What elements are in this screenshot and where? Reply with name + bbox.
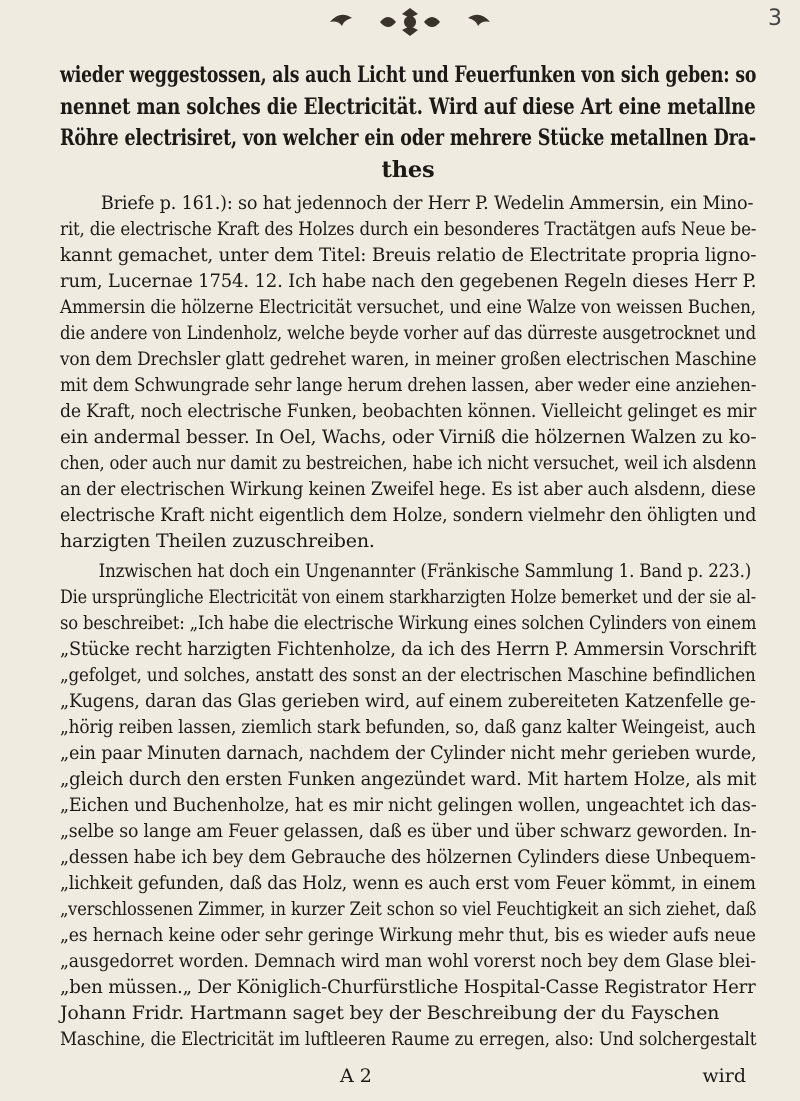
text-line: de Kraft, noch electrische Funken, beobachten können. Vielleicht gelinget es mir	[60, 400, 757, 422]
text-line: „Stücke recht harzigten Fichtenholze, da ich des Herrn P. Ammersin Vorschrift	[60, 638, 757, 660]
text-line: thes	[381, 156, 435, 183]
text-line: Inzwischen hat doch ein Ungenannter (Fränkische Sammlung 1. Band p. 223.)	[98, 560, 752, 582]
text-line: Ammersin die hölzerne Electricität versuchet, und eine Walze von weissen Buchen,	[60, 296, 756, 318]
text-line: electrische Kraft nicht eigentlich dem Holze, sondern vielmehr den öhligten und	[60, 504, 757, 526]
text-line: rum, Lucernae 1754. 12. Ich habe nach den gegebenen Regeln dieses Herr P.	[60, 270, 757, 292]
text-line: ein andermal besser. In Oel, Wachs, oder Virniß die hölzernen Walzen zu ko-	[60, 426, 757, 448]
text-line: so beschreibet: „Ich habe die electrische Wirkung eines solchen Cylinders von einem	[60, 612, 757, 634]
text-line: Die ursprüngliche Electricität von einem starkharzigten Holze bemerket und der sie al-	[60, 586, 757, 608]
text-line: Röhre electrisiret, von welcher ein oder mehrere Stücke metallnen Dra-	[60, 125, 756, 151]
text-line: „selbe so lange am Feuer gelassen, daß es über und über schwarz geworden. In-	[60, 820, 757, 842]
text-line: „gefolget, und solches, anstatt des sonst an der electrischen Maschine befindlichen	[60, 664, 756, 686]
text-line: harzigten Theilen zuzuschreiben.	[60, 530, 375, 552]
text-line: rit, die electrische Kraft des Holzes durch ein besonderes Tractätgen aufs Neue be-	[60, 218, 757, 240]
text-line: „es hernach keine oder sehr geringe Wirkung mehr thut, bis es wieder aufs neue	[60, 924, 756, 946]
text-line: die andere von Lindenholz, welche beyde vorher auf das dürreste ausgetrocknet und	[60, 322, 756, 344]
text-line: „verschlossenen Zimmer, in kurzer Zeit schon so viel Feuchtigkeit an sich ziehet, daß	[60, 898, 757, 920]
text-line: „ein paar Minuten darnach, nachdem der Cylinder nicht mehr gerieben wurde,	[60, 742, 757, 764]
text-line: „ausgedorret worden. Demnach wird man wohl vorerst noch bey dem Glase blei-	[60, 950, 756, 972]
text-line: Johann Fridr. Hartmann saget bey der Beschreibung der du Fayschen	[60, 1002, 720, 1024]
text-line: an der electrischen Wirkung keinen Zweifel hege. Es ist aber auch alsdenn, diese	[60, 478, 756, 500]
text-line: Briefe p. 161.): so hat jedennoch der Herr P. Wedelin Ammersin, ein Mino-	[100, 192, 754, 214]
continuation-block	[60, 60, 756, 186]
page-mark: 3	[768, 6, 782, 31]
catchword: wird	[702, 1065, 746, 1087]
text-line: „gleich durch den ersten Funken angezündet ward. Mit hartem Holze, als mit	[60, 768, 757, 790]
paragraph-1	[60, 190, 756, 554]
text-line: chen, oder auch nur damit zu bestreichen, habe ich nicht versuchet, weil ich alsdenn	[60, 452, 757, 474]
ornament-icon	[310, 4, 510, 40]
text-line: „ben müssen.„ Der Königlich-Churfürstliche Hospital-Casse Registrator Herr	[60, 976, 756, 998]
text-line: nennet man solches die Electricität. Wird auf diese Art eine metallne	[60, 93, 756, 120]
text-line: von dem Drechsler glatt gedrehet waren, in meiner großen electrischen Maschine	[60, 348, 757, 370]
text-line: mit dem Schwungrade sehr lange herum drehen lassen, aber weder eine anziehen-	[60, 374, 757, 396]
text-line: wieder weggestossen, als auch Licht und Feuerfunken von sich geben: so	[60, 62, 757, 88]
signature-mark: A 2	[340, 1065, 372, 1087]
text-line: „dessen habe ich bey dem Gebrauche des hölzernen Cylinders diese Unbequem-	[60, 846, 756, 868]
text-line: „hörig reiben lassen, ziemlich stark befunden, so, daß ganz kalter Weingeist, auch	[60, 716, 756, 738]
text-line: Maschine, die Electricität im luftleeren Raume zu erregen, also: Und solchergestalt	[60, 1028, 757, 1050]
text-line: „Eichen und Buchenholze, hat es mir nicht gelingen wollen, ungeachtet ich das-	[60, 794, 757, 816]
text-line: „lichkeit gefunden, daß das Holz, wenn es auch erst vom Feuer kömmt, in einem	[60, 872, 756, 894]
paragraph-2	[60, 558, 756, 1052]
text-line: kannt gemachet, unter dem Titel: Breuis relatio de Electritate propria ligno-	[60, 244, 757, 266]
text-line: „Kugens, daran das Glas gerieben wird, auf einem zubereiteten Katzenfelle ge-	[60, 690, 756, 712]
